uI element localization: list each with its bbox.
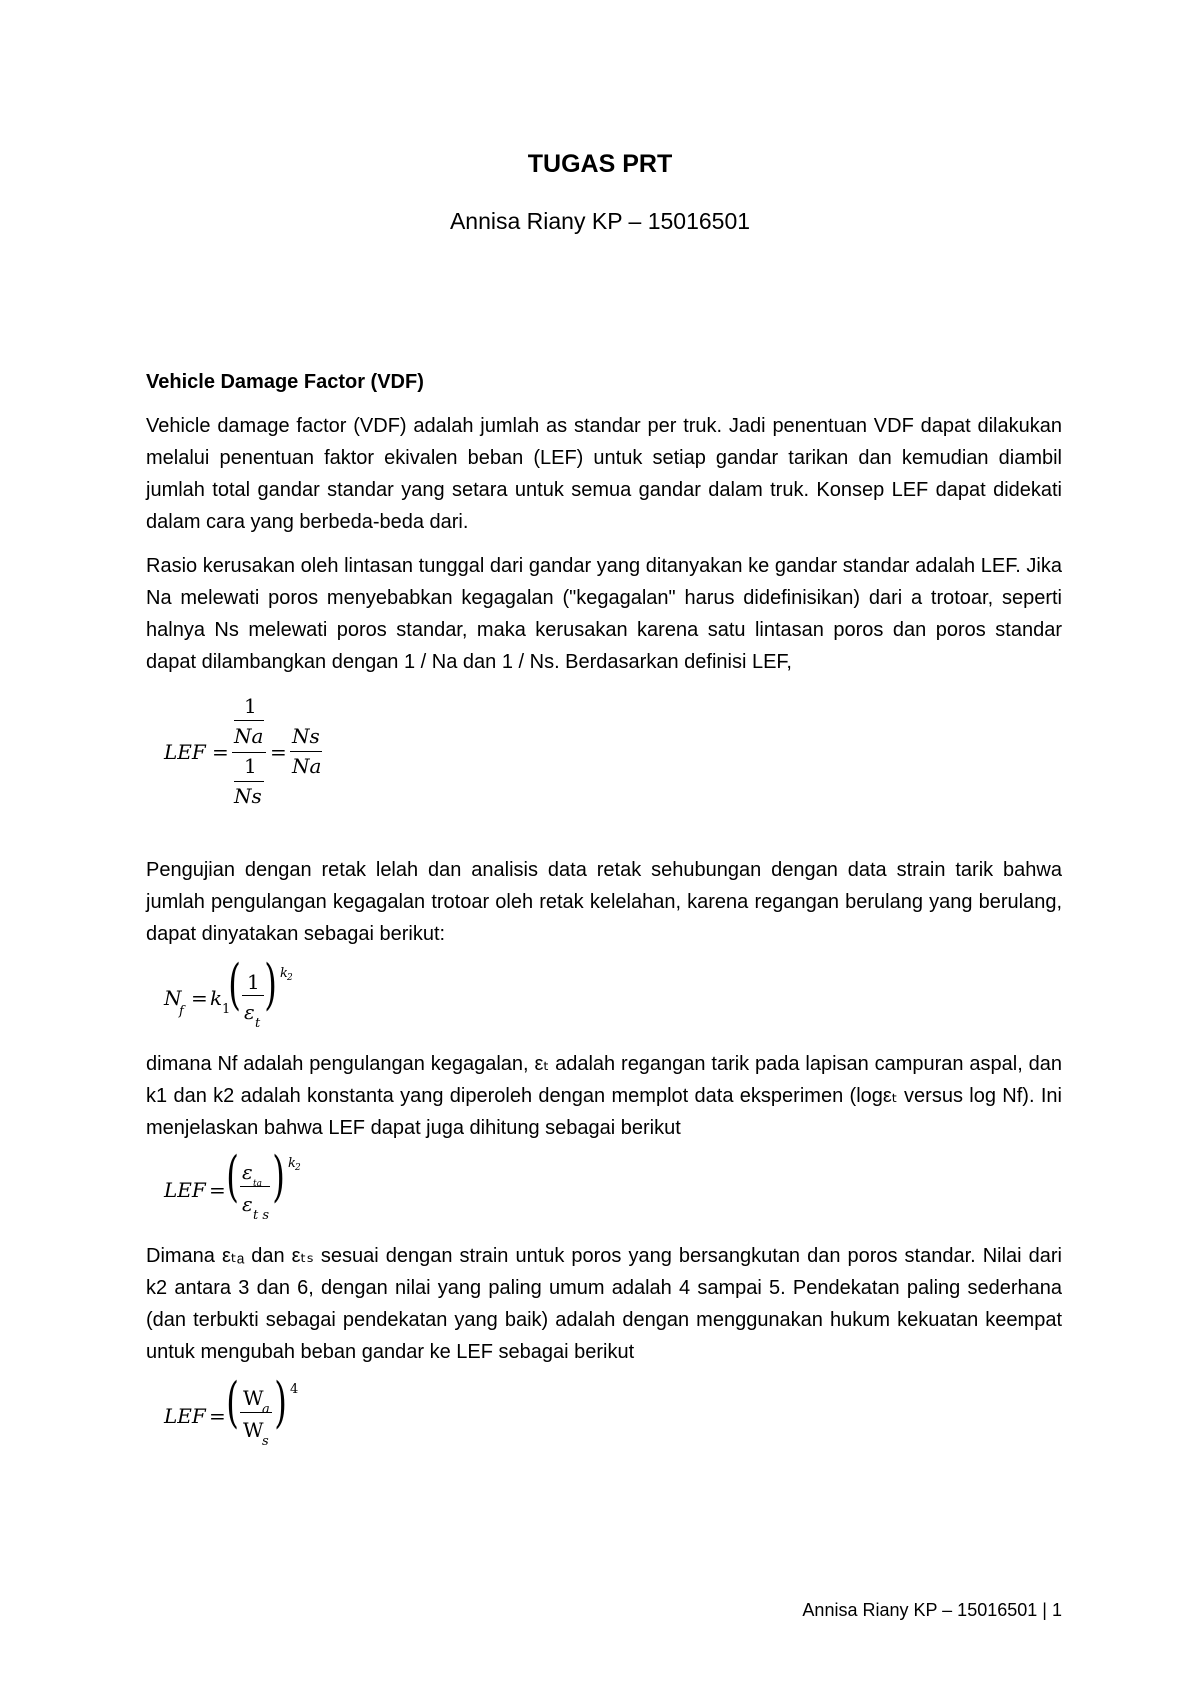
eq4-lhs: LEF bbox=[164, 1404, 206, 1428]
eq2-right-paren: ) bbox=[264, 953, 277, 1016]
eq3-equals: = bbox=[209, 1178, 226, 1202]
equation-fourth-power bbox=[146, 1371, 1062, 1449]
eq4-bar bbox=[240, 1412, 272, 1413]
eq2-exponent-sub: 2 bbox=[287, 973, 293, 983]
eq1-ns-numerator: Ns bbox=[292, 724, 320, 748]
eq2-one: 1 bbox=[247, 970, 260, 994]
eq1-na-denominator: Na bbox=[234, 724, 264, 748]
eq2-n: N bbox=[164, 986, 182, 1010]
document-body bbox=[146, 366, 1062, 1449]
section-heading: Vehicle Damage Factor (VDF) bbox=[146, 371, 424, 393]
eq2-left-paren: ( bbox=[228, 953, 241, 1016]
eq2-epsilon-sub: t bbox=[255, 1016, 261, 1031]
equation-lef-strain bbox=[146, 1145, 1062, 1223]
page-footer bbox=[802, 1600, 1062, 1621]
eq4-equals: = bbox=[209, 1404, 226, 1428]
eq3-sub-a: ta bbox=[253, 1179, 262, 1189]
eq2-k: k bbox=[210, 986, 223, 1010]
eq4-w-numerator: W bbox=[243, 1386, 264, 1410]
eq3-right-paren: ) bbox=[272, 1145, 285, 1208]
eq1-bottom-one: 1 bbox=[244, 754, 257, 778]
page-number: 1 bbox=[1051, 1600, 1062, 1620]
eq4-exponent: 4 bbox=[290, 1382, 299, 1397]
author-line: Annisa Riany KP – 15016501 bbox=[449, 208, 751, 234]
eq2-epsilon: ε bbox=[244, 1000, 255, 1024]
eq1-equals-2: = bbox=[270, 740, 287, 764]
paragraph-4: dimana Nf adalah pengulangan kegagalan, εₜ adalah regangan tarik pada lapisan campuran aspal, dan k1 dan k2 adalah konstanta yang diperoleh dengan memplot data eksperimen (logεₜ versus log Nf). Ini menjelaskan bahwa LEF dapat juga dihitung sebagai berikut bbox=[146, 1053, 1062, 1139]
eq1-ns-denominator: Ns bbox=[234, 784, 262, 808]
eq4-left-paren: ( bbox=[226, 1371, 239, 1434]
eq2-n-sub: f bbox=[179, 1004, 184, 1019]
paragraph-5: Dimana εₜₐ dan εₜₛ sesuai dengan strain untuk poros yang bersangkutan dan poros standar. Nilai dari k2 antara 3 dan 6, dengan nilai yang paling umum adalah 4 sampai 5. Pendekatan paling sederhana (dan terbukti sebagai pendekatan yang baik) adalah dengan menggunakan hukum kekuatan keempat untuk mengubah beban gandar ke LEF sebagai berikut bbox=[146, 1245, 1062, 1363]
eq3-left-paren: ( bbox=[226, 1145, 239, 1208]
page-title: TUGAS PRT bbox=[527, 150, 673, 178]
eq1-equals: = bbox=[212, 740, 229, 764]
eq1-na-result: Na bbox=[292, 754, 322, 778]
eq4-w-denominator: W bbox=[243, 1418, 264, 1442]
eq3-exponent-sub: 2 bbox=[295, 1163, 301, 1173]
eq1-lhs: LEF bbox=[164, 740, 206, 764]
eq3-bar bbox=[240, 1186, 270, 1187]
eq4-right-paren: ) bbox=[274, 1371, 287, 1434]
eq3-lhs: LEF bbox=[164, 1178, 206, 1202]
footer-separator: | bbox=[1042, 1600, 1047, 1620]
eq2-exponent: k bbox=[280, 966, 288, 981]
eq4-sub-a: a bbox=[262, 1402, 270, 1417]
eq3-epsilon-numerator: ε bbox=[242, 1160, 253, 1184]
eq3-epsilon-denominator: ε bbox=[242, 1192, 253, 1216]
eq2-k-sub: 1 bbox=[222, 1002, 231, 1017]
footer-author: Annisa Riany KP – 15016501 bbox=[802, 1600, 1038, 1620]
eq3-exponent: k bbox=[288, 1156, 296, 1171]
eq4-sub-s: s bbox=[262, 1434, 269, 1449]
eq3-sub-s: t s bbox=[253, 1208, 270, 1223]
paragraph-3: Pengujian dengan retak lelah dan analisis data retak sehubungan dengan data strain tarik bahwa jumlah pengulangan kegagalan trotoar oleh retak kelelahan, karena regangan berulang yang berulang, dapat dinyatakan sebagai berikut: bbox=[146, 859, 1062, 945]
paragraph-1: Vehicle damage factor (VDF) adalah jumlah as standar per truk. Jadi penentuan VDF dapat dilakukan melalui penentuan faktor ekivalen beban (LEF) untuk setiap gandar tarikan dan kemudian diambil jumlah total gandar standar yang setara untuk semua gandar dalam truk. Konsep LEF dapat didekati dalam cara yang berbeda-beda dari. bbox=[146, 415, 1062, 533]
equation-lef-ratio bbox=[146, 690, 1062, 812]
paragraph-2: Rasio kerusakan oleh lintasan tunggal dari gandar yang ditanyakan ke gandar standar adalah LEF. Jika Na melewati poros menyebabkan kegagalan ("kegagalan" harus didefinisikan) dari a trotoar, seperti halnya Ns melewati poros standar, maka kerusakan karena satu lintasan poros dan poros standar dapat dilambangkan dengan 1 / Na dan 1 / Ns. Berdasarkan definisi LEF, bbox=[146, 555, 1062, 673]
eq2-equals: = bbox=[191, 986, 208, 1010]
eq1-top-one: 1 bbox=[244, 694, 257, 718]
equation-fatigue bbox=[146, 953, 1062, 1034]
